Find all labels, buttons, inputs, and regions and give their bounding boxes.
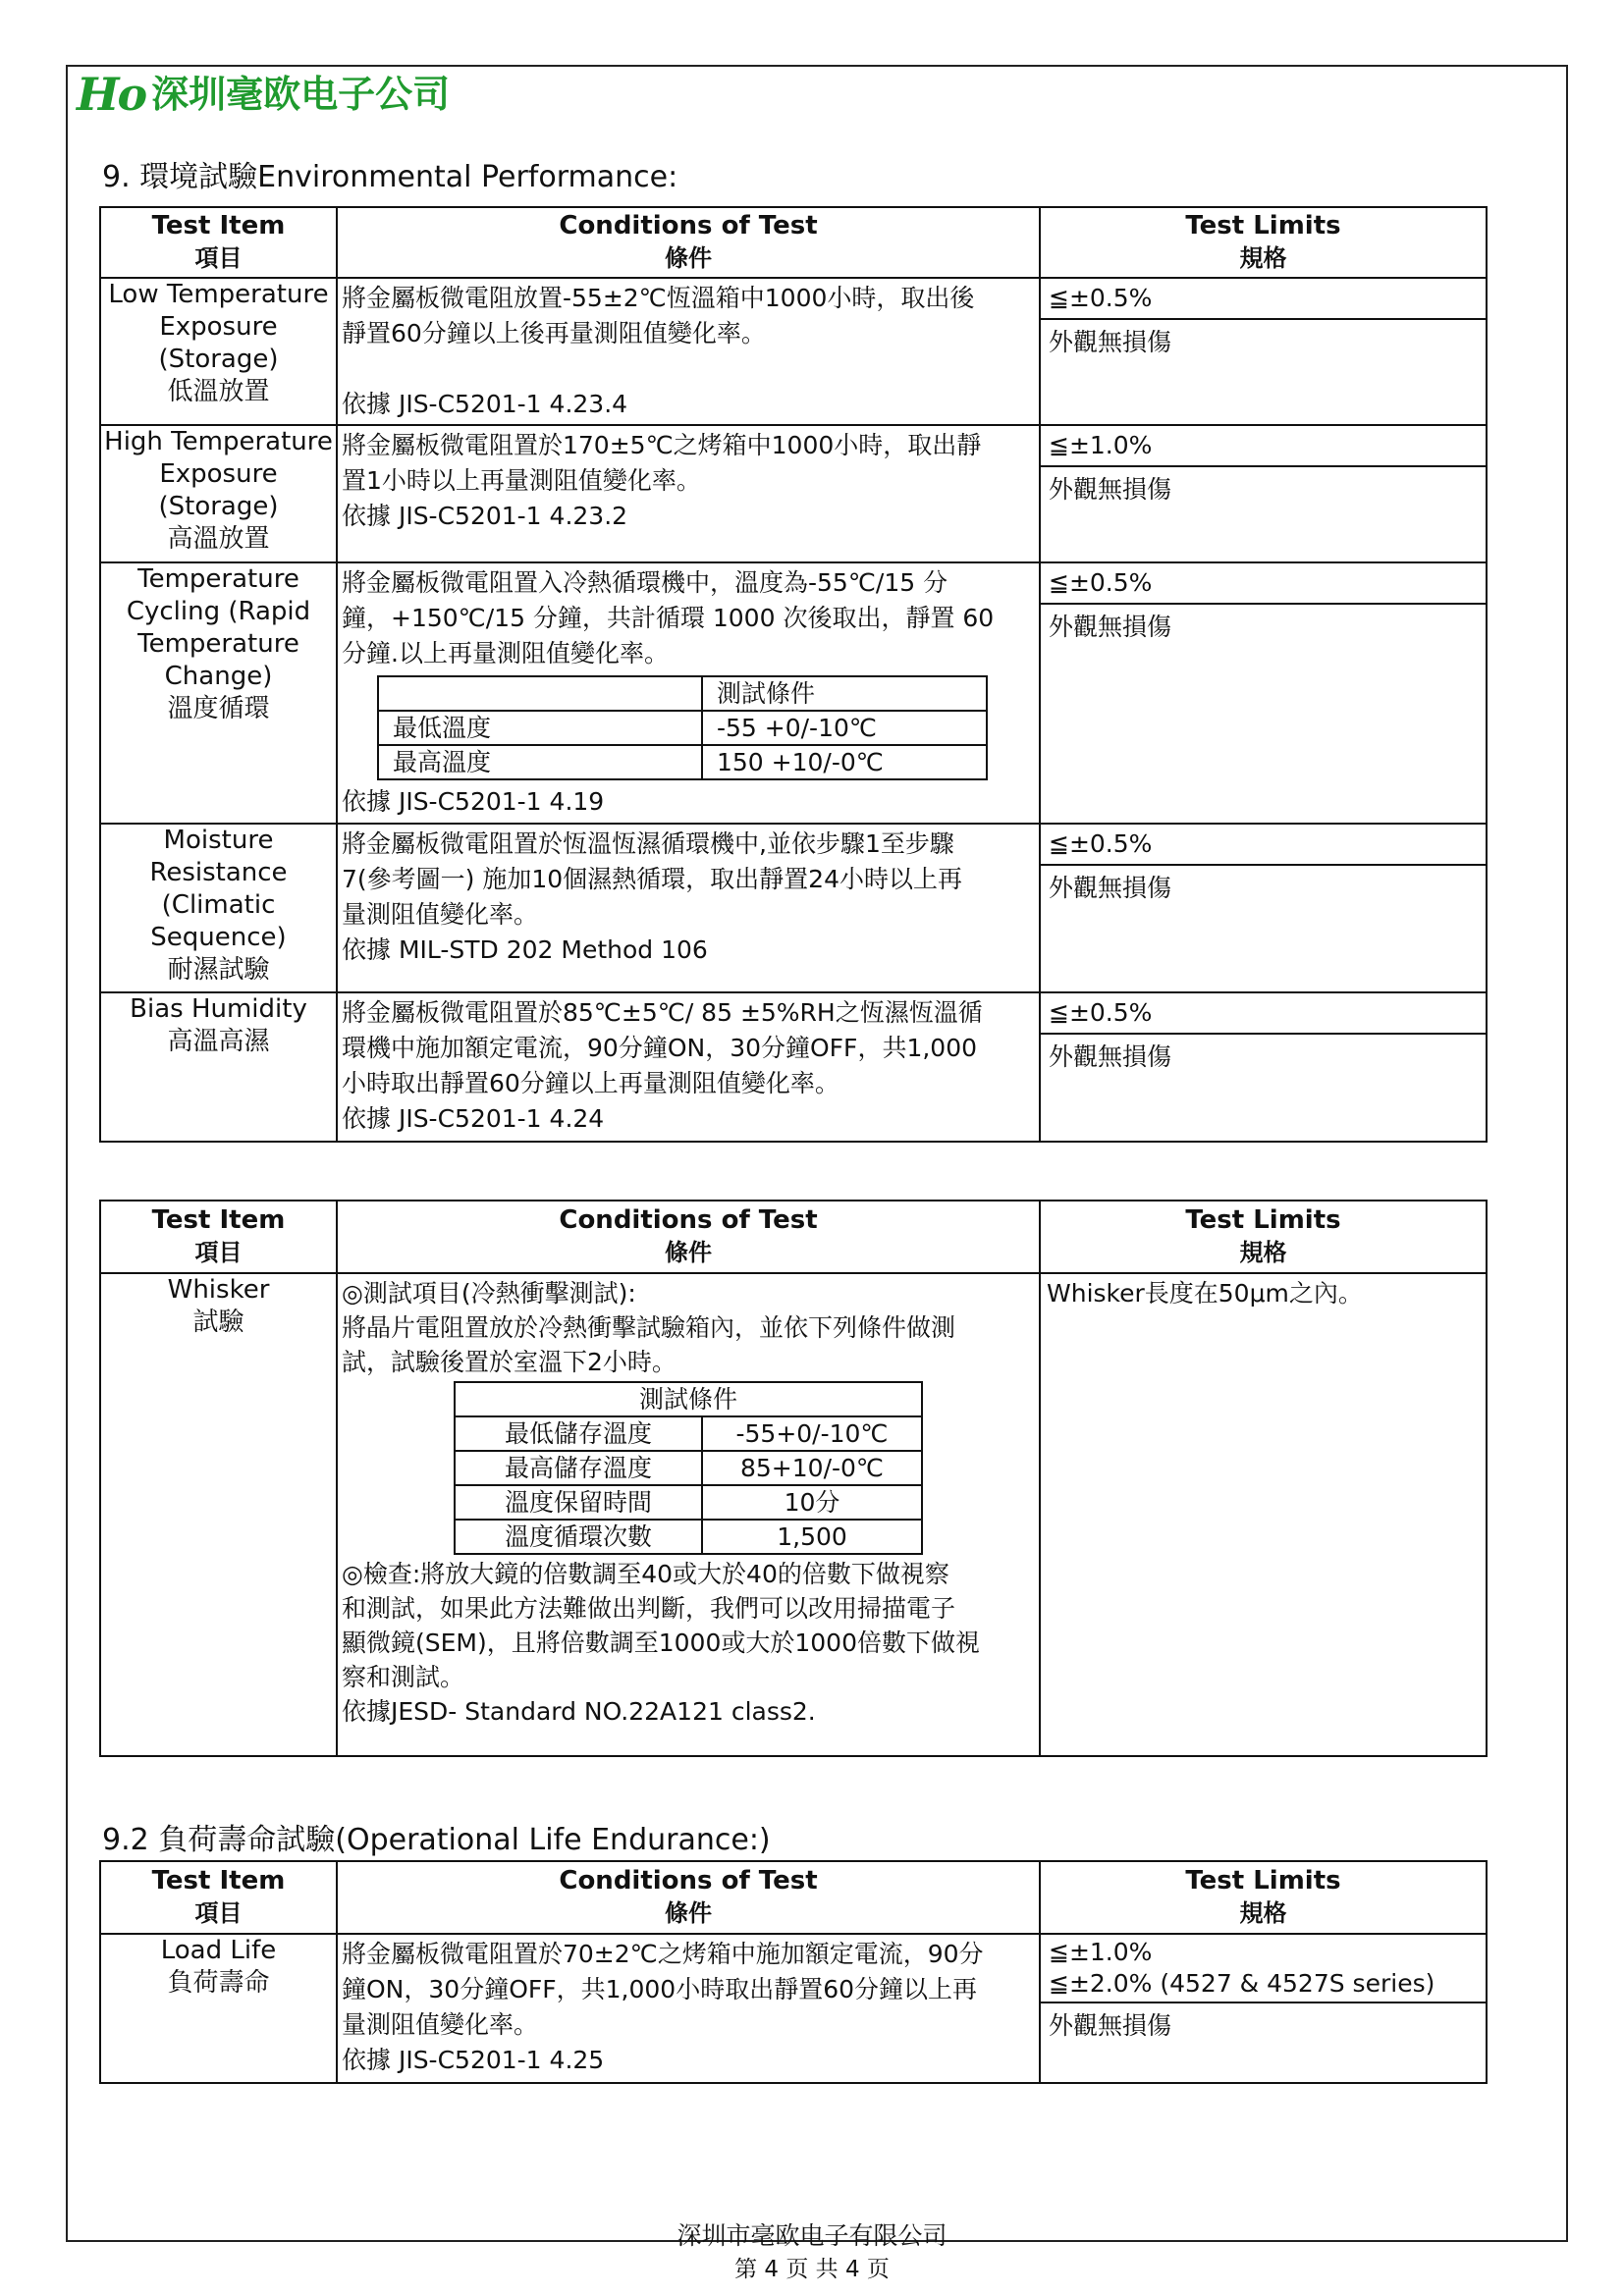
inner-header: 測試條件: [455, 1382, 922, 1416]
conditions-cell: [337, 425, 1040, 562]
inner-corner-cell: [378, 676, 702, 711]
table-row: [100, 1934, 1487, 2083]
whisker-conditions-table: [454, 1381, 923, 1555]
header-label-zh: 規格: [1239, 1239, 1287, 1266]
cond-line: 鐘，+150℃/15 分鐘，共計循環 1000 次後取出，靜置 60: [342, 604, 995, 632]
footer-page-number: 第 4 页 共 4 页: [734, 2257, 890, 2282]
limit-appearance: 外觀無損傷: [1049, 1042, 1172, 1071]
header-test-item: [100, 207, 337, 278]
cond-line: 依據 JIS-C5201-1 4.23.4: [342, 390, 628, 418]
item-line: Bias Humidity: [130, 994, 307, 1024]
item-line: Exposure: [159, 459, 278, 489]
header-label-zh: 項目: [194, 1899, 243, 1927]
cond-line: ◎檢查:將放大鏡的倍數調至40或大於40的倍數下做視察: [342, 1560, 949, 1588]
item-line: Moisture: [163, 826, 274, 855]
item-line: 試驗: [192, 1308, 244, 1337]
cond-line: 依據 MIL-STD 202 Method 106: [342, 935, 708, 964]
cond-line: 顯微鏡(SEM)，且將倍數調至1000或大於1000倍數下做視: [342, 1629, 980, 1657]
cond-line: 鐘ON，30分鐘OFF，共1,000小時取出靜置60分鐘以上再: [342, 1975, 978, 2003]
limits-cell: [1040, 425, 1487, 562]
item-line: (Storage): [158, 345, 279, 374]
header-label-zh: 項目: [194, 1239, 243, 1266]
table-row: [100, 562, 1487, 824]
inner-value: 85+10/-0℃: [702, 1451, 922, 1485]
temperature-cycling-table: [377, 675, 988, 780]
limit-value-group: [1041, 1935, 1486, 2003]
header-label: Conditions of Test: [559, 1866, 818, 1896]
header-label: Test Limits: [1185, 211, 1341, 240]
header-conditions: [337, 207, 1040, 278]
cond-line: 7(參考圖一) 施加10個濕熱循環，取出靜置24小時以上再: [342, 865, 962, 893]
header-label: Conditions of Test: [559, 1205, 818, 1235]
header-test-item: [100, 1201, 337, 1273]
test-item-cell: [100, 278, 337, 425]
inner-label: 最低溫度: [378, 711, 702, 745]
limit-value: ≦±0.5%: [1041, 563, 1486, 605]
conditions-cell: [337, 1273, 1040, 1756]
cond-line: 察和測試。: [342, 1663, 465, 1691]
limit-value-series: ≦±2.0% (4527 & 4527S series): [1049, 1969, 1435, 1998]
header-label: Conditions of Test: [559, 211, 818, 240]
limits-cell: [1040, 278, 1487, 425]
header-conditions: [337, 1861, 1040, 1934]
conditions-cell: [337, 992, 1040, 1142]
header-label: Test Item: [151, 1866, 286, 1896]
cond-line: 依據JESD- Standard NO.22A121 class2.: [342, 1697, 816, 1726]
header-test-item: [100, 1861, 337, 1934]
header-label: Test Limits: [1185, 1866, 1341, 1896]
inner-label: 最高溫度: [378, 745, 702, 779]
header-limits: [1040, 1201, 1487, 1273]
limit-value: ≦±0.5%: [1041, 993, 1486, 1035]
header-label: Test Item: [151, 1205, 286, 1235]
header-limits: [1040, 207, 1487, 278]
table-row: [100, 824, 1487, 992]
section-title-operational-life: 9.2 負荷壽命試驗(Operational Life Endurance:): [102, 1823, 771, 1857]
header-conditions: [337, 1201, 1040, 1273]
limits-cell: [1040, 824, 1487, 992]
item-line: 負荷壽命: [167, 1968, 270, 1998]
logo-mark: Ho: [77, 68, 146, 121]
item-line: 耐濕試驗: [167, 955, 270, 985]
item-line: Resistance: [149, 858, 288, 887]
spacer: [342, 351, 1035, 387]
company-logo: [77, 69, 450, 120]
table-row: [100, 425, 1487, 562]
header-label-zh: 條件: [665, 244, 712, 272]
limits-cell: [1040, 992, 1487, 1142]
cond-line: 依據 JIS-C5201-1 4.24: [342, 1104, 605, 1133]
limit-appearance: 外觀無損傷: [1049, 2011, 1172, 2040]
environmental-table: [99, 206, 1488, 1143]
inner-value: 10分: [702, 1485, 922, 1520]
footer-company: 深圳市毫欧电子有限公司: [677, 2221, 947, 2250]
limit-value: ≦±0.5%: [1041, 825, 1486, 866]
limits-cell: [1040, 1273, 1487, 1756]
limits-cell: [1040, 1934, 1487, 2083]
limit-appearance: 外觀無損傷: [1049, 475, 1172, 504]
cond-line: 小時取出靜置60分鐘以上再量測阻值變化率。: [342, 1069, 839, 1097]
item-line: Exposure: [159, 312, 278, 342]
inner-label: 最高儲存溫度: [455, 1451, 702, 1485]
cond-line: 將晶片電阻置放於冷熱衝擊試驗箱內，並依下列條件做測: [342, 1313, 956, 1342]
inner-value: 1,500: [702, 1520, 922, 1554]
conditions-cell: [337, 1934, 1040, 2083]
item-line: Temperature: [137, 564, 299, 594]
conditions-cell: [337, 824, 1040, 992]
test-item-cell: [100, 562, 337, 824]
table-header-row: [100, 207, 1487, 278]
limit-appearance: 外觀無損傷: [1049, 328, 1172, 356]
cond-line: 置1小時以上再量測阻值變化率。: [342, 466, 701, 495]
company-name: 深圳毫欧电子公司: [151, 73, 451, 116]
item-line: Low Temperature: [108, 280, 329, 309]
cond-line: 量測阻值變化率。: [342, 900, 539, 929]
item-line: Load Life: [160, 1936, 277, 1965]
inner-value: -55 +0/-10℃: [702, 711, 987, 745]
operational-life-table: [99, 1860, 1488, 2084]
limit-appearance: 外觀無損傷: [1049, 613, 1172, 641]
cond-line: 依據 JIS-C5201-1 4.25: [342, 2046, 605, 2074]
cond-line: 將金屬板微電阻置於70±2℃之烤箱中施加額定電流，90分: [342, 1940, 984, 1968]
cond-line: 將金屬板微電阻置於恆溫恆濕循環機中,並依步驟1至步驟: [342, 829, 954, 858]
item-line: High Temperature: [104, 427, 333, 456]
header-label-zh: 項目: [194, 244, 243, 272]
whisker-table: [99, 1200, 1488, 1757]
cond-line: 依據 JIS-C5201-1 4.19: [342, 787, 605, 816]
header-label-zh: 規格: [1239, 1899, 1287, 1927]
inner-label: 溫度保留時間: [455, 1485, 702, 1520]
item-line: (Climatic: [161, 890, 276, 920]
table-header-row: [100, 1861, 1487, 1934]
limit-appearance: 外觀無損傷: [1049, 874, 1172, 902]
section-title-environmental: 9. 環境試驗Environmental Performance:: [102, 160, 678, 194]
cond-line: 靜置60分鐘以上後再量測阻值變化率。: [342, 319, 766, 347]
inner-header: 測試條件: [702, 676, 987, 711]
conditions-cell: [337, 562, 1040, 824]
header-label: Test Item: [151, 211, 286, 240]
cond-line: 依據 JIS-C5201-1 4.23.2: [342, 502, 628, 530]
inner-label: 溫度循環次數: [455, 1520, 702, 1554]
item-line: 溫度循環: [167, 694, 270, 723]
item-line: Temperature: [137, 629, 299, 659]
item-line: (Storage): [158, 492, 279, 521]
cond-line: 分鐘.以上再量測阻值變化率。: [342, 639, 669, 667]
cond-line: 將金屬板微電阻置於85℃±5℃/ 85 ±5%RH之恆濕恆溫循: [342, 998, 983, 1027]
item-line: Cycling (Rapid: [126, 597, 311, 626]
cond-line: 試，試驗後置於室溫下2小時。: [342, 1348, 677, 1376]
cond-line: 將金屬板微電阻置入冷熱循環機中，溫度為-55℃/15 分: [342, 568, 948, 597]
header-limits: [1040, 1861, 1487, 1934]
limit-value: ≦±0.5%: [1041, 279, 1486, 320]
cond-line: 將金屬板微電阻置於170±5℃之烤箱中1000小時，取出靜: [342, 431, 982, 459]
table-row: [100, 278, 1487, 425]
test-item-cell: [100, 992, 337, 1142]
test-item-cell: [100, 425, 337, 562]
item-line: Sequence): [150, 923, 287, 952]
table-row: [100, 1273, 1487, 1756]
test-item-cell: [100, 1273, 337, 1756]
limit-value: Whisker長度在50μm之內。: [1047, 1279, 1363, 1308]
test-item-cell: [100, 824, 337, 992]
item-line: 高溫高濕: [167, 1027, 270, 1056]
limits-cell: [1040, 562, 1487, 824]
conditions-cell: [337, 278, 1040, 425]
item-line: 高溫放置: [167, 524, 270, 554]
limit-value: ≦±1.0%: [1049, 1938, 1153, 1966]
table-header-row: [100, 1201, 1487, 1273]
header-label-zh: 條件: [665, 1899, 712, 1927]
item-line: Whisker: [167, 1275, 270, 1305]
table-row: [100, 992, 1487, 1142]
cond-line: 將金屬板微電阻放置-55±2℃恆溫箱中1000小時，取出後: [342, 284, 975, 312]
header-label-zh: 條件: [665, 1239, 712, 1266]
test-item-cell: [100, 1934, 337, 2083]
limit-value: ≦±1.0%: [1041, 426, 1486, 467]
inner-label: 最低儲存溫度: [455, 1416, 702, 1451]
header-label: Test Limits: [1185, 1205, 1341, 1235]
header-label-zh: 規格: [1239, 244, 1287, 272]
cond-line: 環機中施加額定電流，90分鐘ON，30分鐘OFF，共1,000: [342, 1034, 978, 1062]
item-line: 低溫放置: [167, 377, 270, 406]
cond-line: ◎測試項目(冷熱衝擊測試):: [342, 1279, 636, 1308]
item-line: Change): [164, 662, 273, 691]
cond-line: 量測阻值變化率。: [342, 2010, 539, 2039]
inner-value: -55+0/-10℃: [702, 1416, 922, 1451]
cond-line: 和測試，如果此方法難做出判斷，我們可以改用掃描電子: [342, 1594, 956, 1623]
inner-value: 150 +10/-0℃: [702, 745, 987, 779]
